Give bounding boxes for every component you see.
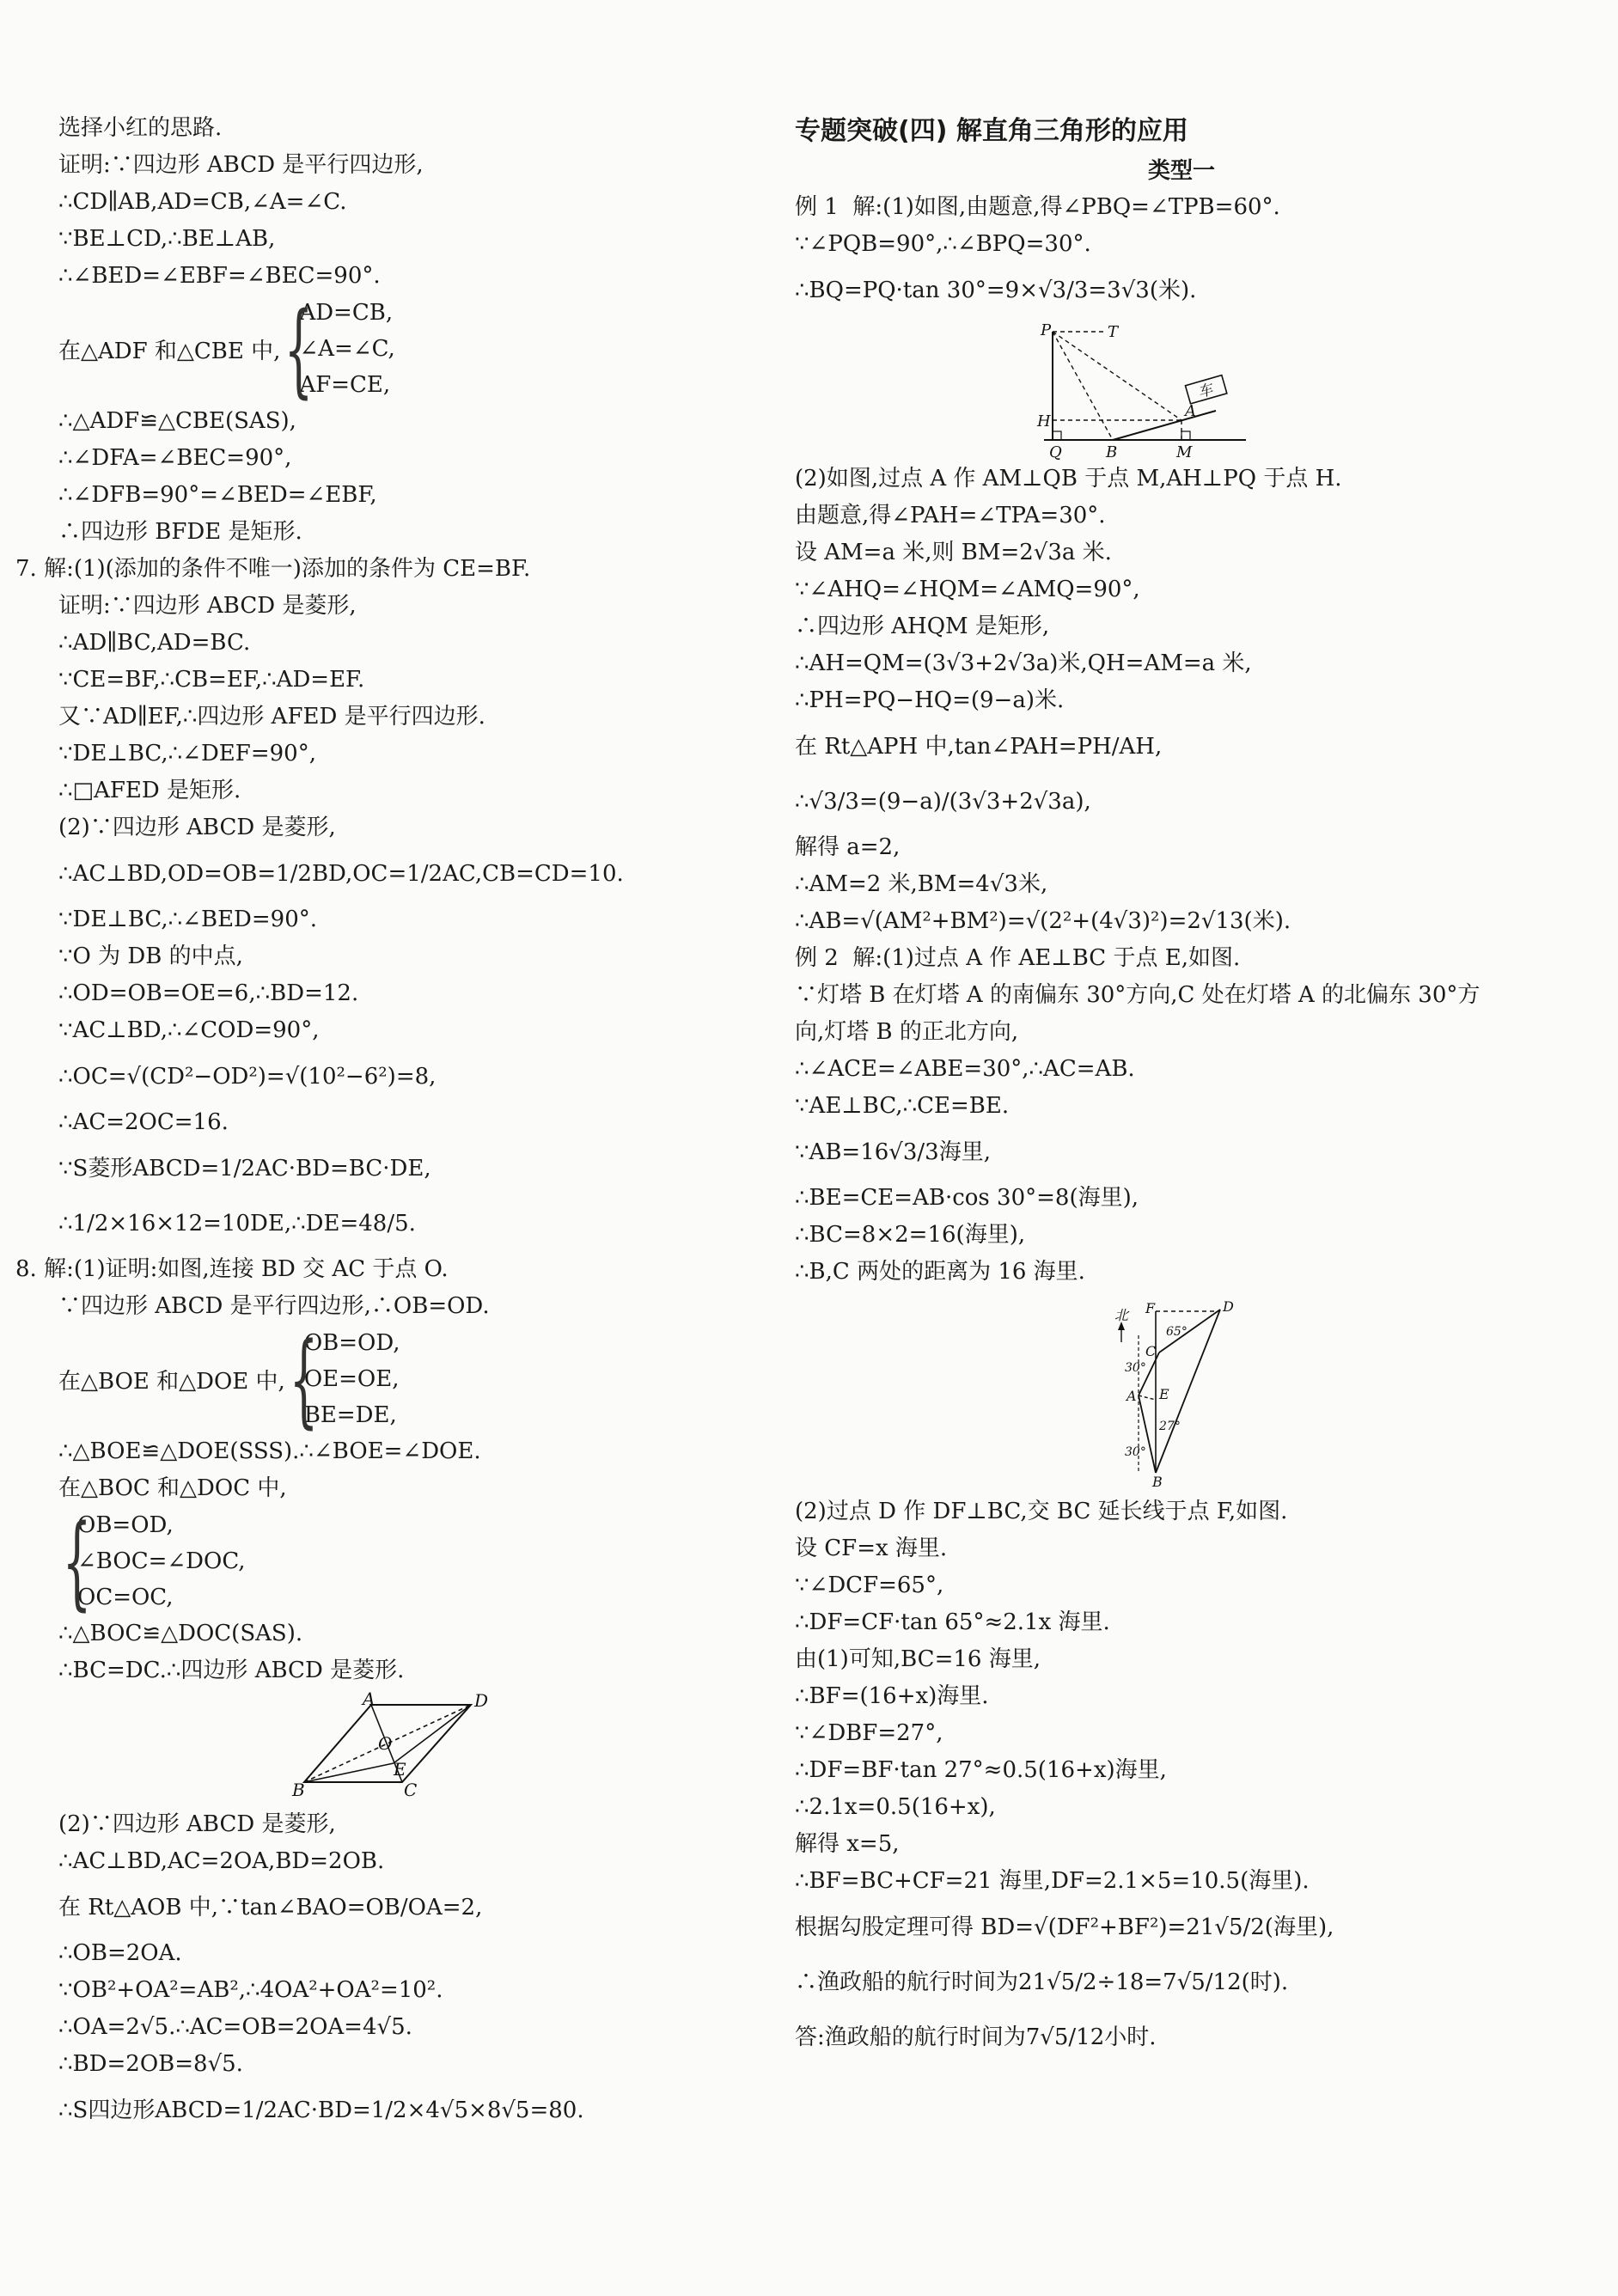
ramp-figure — [795, 321, 1568, 461]
text-line: 证明:∵四边形 ABCD 是菱形, — [58, 593, 357, 619]
text-line: ∵∠DCF=65°, — [795, 1572, 944, 1598]
equation-system — [58, 290, 780, 408]
point-label: A — [363, 1688, 375, 1709]
brace-icon: { — [284, 290, 314, 408]
text-line: ∴AC=2OC=16. — [58, 1109, 229, 1135]
point-label: D — [1223, 1298, 1234, 1315]
system-row: AD=CB, — [299, 300, 394, 326]
text-line: ∴BC=DC.∴四边形 ABCD 是菱形. — [58, 1658, 405, 1683]
text-line: ∴四边形 AHQM 是矩形, — [795, 614, 1050, 639]
text-line: ∴BF=BC+CF=21 海里,DF=2.1×5=10.5(海里). — [795, 1868, 1310, 1894]
text-line: ∵AE⊥BC,∴CE=BE. — [795, 1093, 1010, 1119]
question-7-heading: 7. 解:(1)(添加的条件不唯一)添加的条件为 CE=BF. — [15, 556, 531, 582]
text-line: 证明:∵四边形 ABCD 是平行四边形, — [58, 152, 424, 178]
point-label: M — [1176, 443, 1193, 461]
text-line: ∴PH=PQ−HQ=(9−a)米. — [795, 687, 1065, 713]
text-line: ∴渔政船的航行时间为21√5/2÷18=7√5/12(时). — [795, 1969, 1289, 1995]
text-line: ∵S菱形ABCD=1/2AC·BD=BC·DE, — [58, 1156, 431, 1182]
text-line: 在 Rt△APH 中,tan∠PAH=PH/AH, — [795, 734, 1163, 760]
text-line: ∴DF=CF·tan 65°≈2.1x 海里. — [795, 1609, 1110, 1635]
system-row: ∠BOC=∠DOC, — [77, 1548, 246, 1574]
right-column — [795, 110, 1568, 2065]
text-line: ∴BF=(16+x)海里. — [795, 1683, 989, 1709]
text-line: ∴DF=BF·tan 27°≈0.5(16+x)海里, — [795, 1757, 1167, 1783]
text-line: ∴AH=QM=(3√3+2√3a)米,QH=AM=a 米, — [795, 650, 1252, 676]
text-line: ∴∠DFB=90°=∠BED=∠EBF, — [58, 482, 377, 508]
point-label: P — [1041, 321, 1052, 339]
left-column — [15, 110, 780, 2138]
text-line: ∴B,C 两处的距离为 16 海里. — [795, 1259, 1085, 1285]
north-label: 北 — [1114, 1307, 1129, 1323]
system-row: OC=OC, — [77, 1585, 174, 1610]
text-line: (2)∵四边形 ABCD 是菱形, — [58, 1811, 336, 1837]
text-line: ∴AB=√(AM²+BM²)=√(2²+(4√3)²)=2√13(米). — [795, 908, 1291, 934]
lighthouse-figure — [795, 1296, 1568, 1490]
point-label: D — [474, 1690, 489, 1711]
point-label: B — [292, 1780, 305, 1800]
text-line: ∵AB=16√3/3海里, — [795, 1139, 991, 1165]
text-line: ∴BD=2OB=8√5. — [58, 2051, 243, 2077]
text-line: 解得 a=2, — [795, 834, 901, 860]
brace-icon: { — [289, 1320, 319, 1438]
point-label: T — [1108, 323, 1119, 341]
point-label: E — [394, 1759, 406, 1780]
text-line: ∴S四边形ABCD=1/2AC·BD=1/2×4√5×8√5=80. — [58, 2098, 584, 2123]
text-line: 设 AM=a 米,则 BM=2√3a 米. — [795, 540, 1112, 565]
text-line: ∵CE=BF,∴CB=EF,∴AD=EF. — [58, 667, 365, 693]
text-line: ∵O 为 DB 的中点, — [58, 943, 243, 969]
text-line: (2)过点 D 作 DF⊥BC,交 BC 延长线于点 F,如图. — [795, 1499, 1288, 1524]
text-line: ∴AC⊥BD,OD=OB=1/2BD,OC=1/2AC,CB=CD=10. — [58, 861, 624, 887]
system-row: AF=CE, — [299, 372, 391, 398]
text-line: ∵∠AHQ=∠HQM=∠AMQ=90°, — [795, 577, 1140, 602]
rhombus-figure — [58, 1688, 780, 1800]
point-label: A — [1185, 402, 1196, 420]
text-line: ∴四边形 BFDE 是矩形. — [58, 519, 302, 545]
text-line: 向,灯塔 B 的正北方向, — [795, 1019, 1019, 1045]
text-line: ∴OB=2OA. — [58, 1940, 182, 1966]
point-label: F — [1145, 1300, 1156, 1316]
text-line: ∴∠DFA=∠BEC=90°, — [58, 445, 292, 471]
system-row: OB=OD, — [303, 1330, 400, 1356]
point-label: B — [1106, 443, 1118, 461]
system-row: BE=DE, — [303, 1402, 397, 1428]
section-title: 专题突破(四) 解直角三角形的应用 — [795, 116, 1188, 146]
text-line: ∵∠PQB=90°,∴∠BPQ=30°. — [795, 231, 1091, 257]
angle-label: 30° — [1125, 1361, 1146, 1375]
system-row: OB=OD, — [77, 1512, 174, 1538]
text-line: ∵BE⊥CD,∴BE⊥AB, — [58, 226, 276, 252]
text-line: ∴△BOE≌△DOE(SSS).∴∠BOE=∠DOE. — [58, 1438, 481, 1464]
system-row: OE=OE, — [303, 1366, 400, 1392]
text-line: ∵DE⊥BC,∴∠BED=90°. — [58, 907, 318, 932]
text-line: ∵四边形 ABCD 是平行四边形,∴OB=OD. — [58, 1293, 490, 1319]
angle-label: 30° — [1125, 1445, 1146, 1459]
text-line: ∴1/2×16×12=10DE,∴DE=48/5. — [58, 1211, 416, 1237]
text-line: ∴AM=2 米,BM=4√3米, — [795, 871, 1048, 897]
text-line: ∴2.1x=0.5(16+x), — [795, 1794, 996, 1820]
text-line: 在 Rt△AOB 中,∵tan∠BAO=OB/OA=2, — [58, 1895, 483, 1920]
text-line: 例 1 解:(1)如图,由题意,得∠PBQ=∠TPB=60°. — [795, 194, 1280, 220]
text-line: ∴□AFED 是矩形. — [58, 778, 241, 803]
brace-icon: { — [62, 1502, 92, 1621]
equation-system — [58, 1320, 780, 1438]
point-label: C — [404, 1780, 418, 1800]
text-line: ∴∠ACE=∠ABE=30°,∴AC=AB. — [795, 1056, 1135, 1082]
text-line: ∴BC=8×2=16(海里), — [795, 1222, 1026, 1248]
text-line: ∴△BOC≌△DOC(SAS). — [58, 1621, 303, 1646]
text-line: 选择小红的思路. — [58, 115, 223, 141]
text-line: ∵DE⊥BC,∴∠DEF=90°, — [58, 741, 316, 766]
text-line: ∴AC⊥BD,AC=2OA,BD=2OB. — [58, 1848, 385, 1874]
car-label: 车 — [1195, 381, 1215, 402]
section-subtitle: 类型一 — [1147, 158, 1215, 184]
text-line: ∴△ADF≌△CBE(SAS), — [58, 408, 296, 434]
text-line: ∵灯塔 B 在灯塔 A 的南偏东 30°方向,C 处在灯塔 A 的北偏东 30°方 — [795, 982, 1481, 1008]
text-line: ∴BE=CE=AB·cos 30°=8(海里), — [795, 1185, 1139, 1211]
text-line: 设 CF=x 海里. — [795, 1536, 948, 1561]
text-line: (2)如图,过点 A 作 AM⊥QB 于点 M,AH⊥PQ 于点 H. — [795, 466, 1342, 492]
text-line: 由题意,得∠PAH=∠TPA=30°. — [795, 503, 1106, 528]
point-label: C — [1145, 1343, 1157, 1359]
angle-label: 65° — [1166, 1325, 1188, 1339]
text-line: 解得 x=5, — [795, 1831, 900, 1857]
text-line: (2)∵四边形 ABCD 是菱形, — [58, 815, 336, 840]
text-line: ∵OB²+OA²=AB²,∴4OA²+OA²=10². — [58, 1977, 443, 2003]
text-line: 由(1)可知,BC=16 海里, — [795, 1646, 1041, 1672]
text-line: ∴CD∥AB,AD=CB,∠A=∠C. — [58, 189, 347, 215]
text-line: ∴∠BED=∠EBF=∠BEC=90°. — [58, 263, 381, 289]
system-lead: 在△ADF 和△CBE 中, — [58, 338, 281, 364]
system-lead: 在△BOE 和△DOE 中, — [58, 1368, 285, 1395]
text-line: ∴OC=√(CD²−OD²)=√(10²−6²)=8, — [58, 1064, 437, 1090]
text-line: ∴√3/3=(9−a)/(3√3+2√3a), — [795, 789, 1091, 815]
question-8-heading: 8. 解:(1)证明:如图,连接 BD 交 AC 于点 O. — [15, 1256, 449, 1282]
text-line: 例 2 解:(1)过点 A 作 AE⊥BC 于点 E,如图. — [795, 945, 1241, 971]
point-label: B — [1152, 1474, 1163, 1490]
text-line: 在△BOC 和△DOC 中, — [58, 1475, 287, 1501]
text-line: ∴BQ=PQ·tan 30°=9×√3/3=3√3(米). — [795, 278, 1197, 303]
text-line: ∴OA=2√5.∴AC=OB=2OA=4√5. — [58, 2014, 412, 2040]
text-line: ∵∠DBF=27°, — [795, 1720, 943, 1746]
angle-label: 27° — [1159, 1420, 1181, 1433]
point-label: A — [1126, 1388, 1137, 1404]
point-label: H — [1037, 412, 1051, 430]
system-row: ∠A=∠C, — [299, 336, 395, 362]
text-line: 又∵AD∥EF,∴四边形 AFED 是平行四边形. — [58, 704, 485, 730]
point-label: O — [378, 1733, 393, 1754]
point-label: E — [1159, 1386, 1169, 1402]
text-line: ∴OD=OB=OE=6,∴BD=12. — [58, 980, 359, 1006]
text-line: 根据勾股定理可得 BD=√(DF²+BF²)=21√5/2(海里), — [795, 1914, 1334, 1940]
text-line: ∴AD∥BC,AD=BC. — [58, 630, 251, 656]
text-line: 答:渔政船的航行时间为7√5/12小时. — [795, 2024, 1157, 2050]
equation-system — [58, 1502, 780, 1621]
point-label: Q — [1049, 443, 1062, 461]
text-line: ∵AC⊥BD,∴∠COD=90°, — [58, 1017, 320, 1043]
